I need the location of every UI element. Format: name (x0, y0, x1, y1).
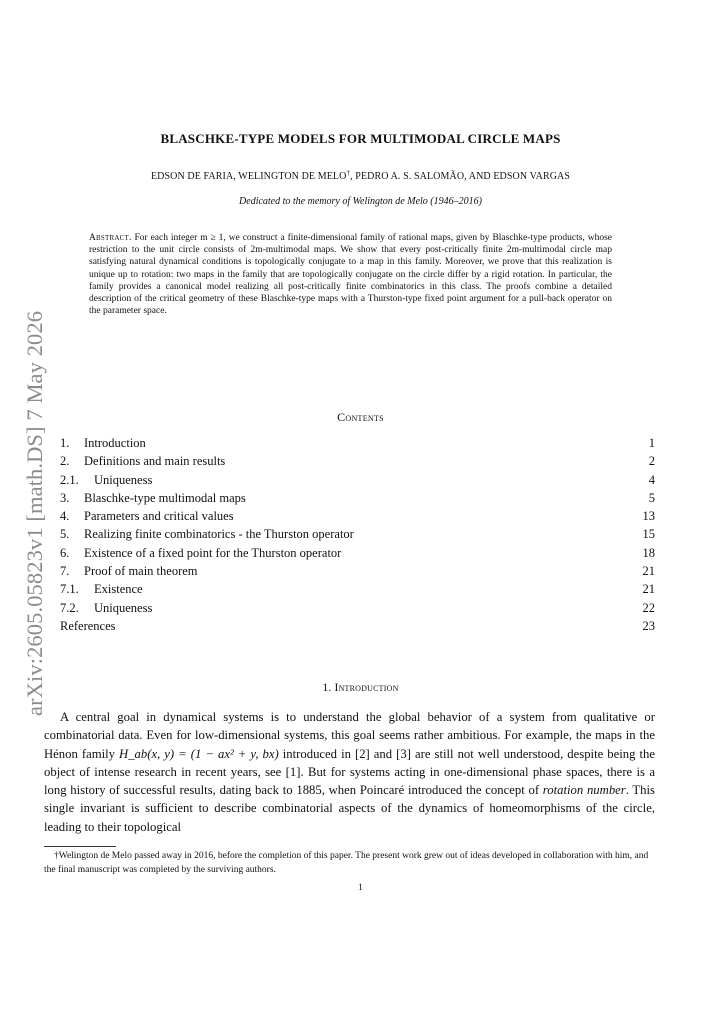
toc-entry[interactable] (60, 507, 655, 525)
toc-label: Blaschke-type multimodal maps (84, 490, 246, 505)
toc-number: 6. (60, 545, 70, 560)
toc-page: 4 (648, 472, 655, 487)
abstract (89, 232, 612, 317)
footnote-divider (44, 846, 116, 847)
authors-rest: , PEDRO A. S. SALOMÃO, AND EDSON VARGAS (350, 171, 571, 182)
toc-number: 2.1. (60, 472, 79, 487)
toc-entry[interactable] (60, 580, 655, 598)
toc-number: 7.1. (60, 582, 79, 597)
toc-label: Existence of a fixed point for the Thurston operator (84, 545, 342, 560)
toc-entry[interactable] (60, 452, 655, 470)
toc-number: 2. (60, 454, 70, 469)
author-list (0, 171, 721, 182)
footnote: †Welington de Melo passed away in 2016, before the completion of this paper. The present work grew out of ideas developed in collaboration with him, and the final manuscript was completed by the surviving authors. (44, 851, 649, 875)
table-of-contents (60, 434, 655, 635)
toc-page: 21 (642, 564, 655, 579)
toc-page: 21 (642, 582, 655, 597)
toc-number: 7.2. (60, 600, 79, 615)
toc-number: 5. (60, 527, 70, 542)
toc-entry[interactable] (60, 525, 655, 543)
toc-entry[interactable] (60, 544, 655, 562)
intro-paragraph (44, 708, 655, 836)
toc-entry[interactable] (60, 434, 655, 452)
toc-entry[interactable] (60, 489, 655, 507)
paragraph-text: . This single invariant is sufficient to describe combinatorial aspects of the dynamics of homeomorphisms of the circle, leading to their topological (44, 783, 655, 834)
toc-page: 13 (642, 509, 655, 524)
author-footnote-mark: † (346, 169, 351, 177)
toc-page: 23 (642, 618, 655, 633)
toc-number: 3. (60, 490, 70, 505)
toc-label: Uniqueness (94, 472, 153, 487)
toc-page: 22 (642, 600, 655, 615)
arxiv-identifier-stamp: arXiv:2605.05823v1 [math.DS] 7 May 2026 (22, 310, 47, 716)
toc-label: Uniqueness (94, 600, 153, 615)
toc-number: 4. (60, 509, 70, 524)
dedication: Dedicated to the memory of Welington de Melo (1946–2016) (239, 196, 482, 207)
toc-number: 1. (60, 436, 70, 450)
henon-formula: H_ab(x, y) = (1 − ax² + y, bx) (119, 746, 279, 761)
toc-page: 5 (648, 490, 655, 505)
emphasized-term: rotation number (542, 783, 626, 798)
toc-label: Existence (94, 582, 143, 597)
toc-entry[interactable] (60, 599, 655, 617)
toc-number: 7. (60, 564, 70, 579)
toc-label: Realizing finite combinatorics - the Thurston operator (84, 527, 354, 542)
toc-page: 1 (648, 436, 655, 450)
toc-page: 15 (642, 527, 655, 542)
authors-first: EDSON DE FARIA, WELINGTON DE MELO (150, 171, 347, 182)
toc-label: Introduction (84, 436, 146, 450)
contents-heading: Contents (337, 410, 384, 424)
toc-page: 18 (642, 545, 655, 560)
toc-page: 2 (648, 454, 655, 469)
toc-label: Parameters and critical values (84, 509, 234, 524)
section-heading (0, 682, 721, 694)
toc-entry[interactable] (60, 617, 655, 635)
toc-entry[interactable] (60, 471, 655, 489)
abstract-label: Abstract. (89, 233, 132, 243)
paragraph-text: introduced in [2] and [3] are still not well understood, despite being the object of intense research in recent years, see [1]. But for systems acting in one-dimensional phase spaces, there is a long history of successful results, dating back to 1885, when Poincaré introduced the concept of (44, 746, 655, 798)
toc-label: Definitions and main results (84, 454, 226, 469)
toc-entry[interactable] (60, 562, 655, 580)
paragraph-text: A central goal in dynamical systems is to understand the global behavior of a system from qualitative or combinatorial data. Even for low-dimensional systems, this goal seems rather ambitious. For example, the maps in the Hénon family (44, 710, 655, 761)
page-number: 1 (358, 883, 363, 893)
toc-label: References (60, 618, 116, 633)
section-number: 1. (322, 682, 332, 694)
section-title: Introduction (334, 682, 399, 694)
paper-title: BLASCHKE-TYPE MODELS FOR MULTIMODAL CIRCLE MAPS (160, 131, 561, 146)
toc-label: Proof of main theorem (84, 564, 198, 579)
abstract-text: For each integer m ≥ 1, we construct a finite-dimensional family of rational maps, given by Blaschke-type products, whose restriction to the unit circle consists of 2m-multimodal maps. We show that every post-critically finite 2m-multimodal circle map satisfying natural dynamical conditions is topologically conjugate to a map in this family. Moreover, we prove that this realization is unique up to rotation: two maps in the family that are topologically conjugate on the circle differ by a rigid rotation. In particular, the family provides a canonical model realizing all post-critically finite combinatorics in this class. The proofs combine a detailed description of the critical geometry of these Blaschke-type maps with a Thurston-type fixed point argument for a pull-back operator on the parameter space. (89, 233, 612, 317)
